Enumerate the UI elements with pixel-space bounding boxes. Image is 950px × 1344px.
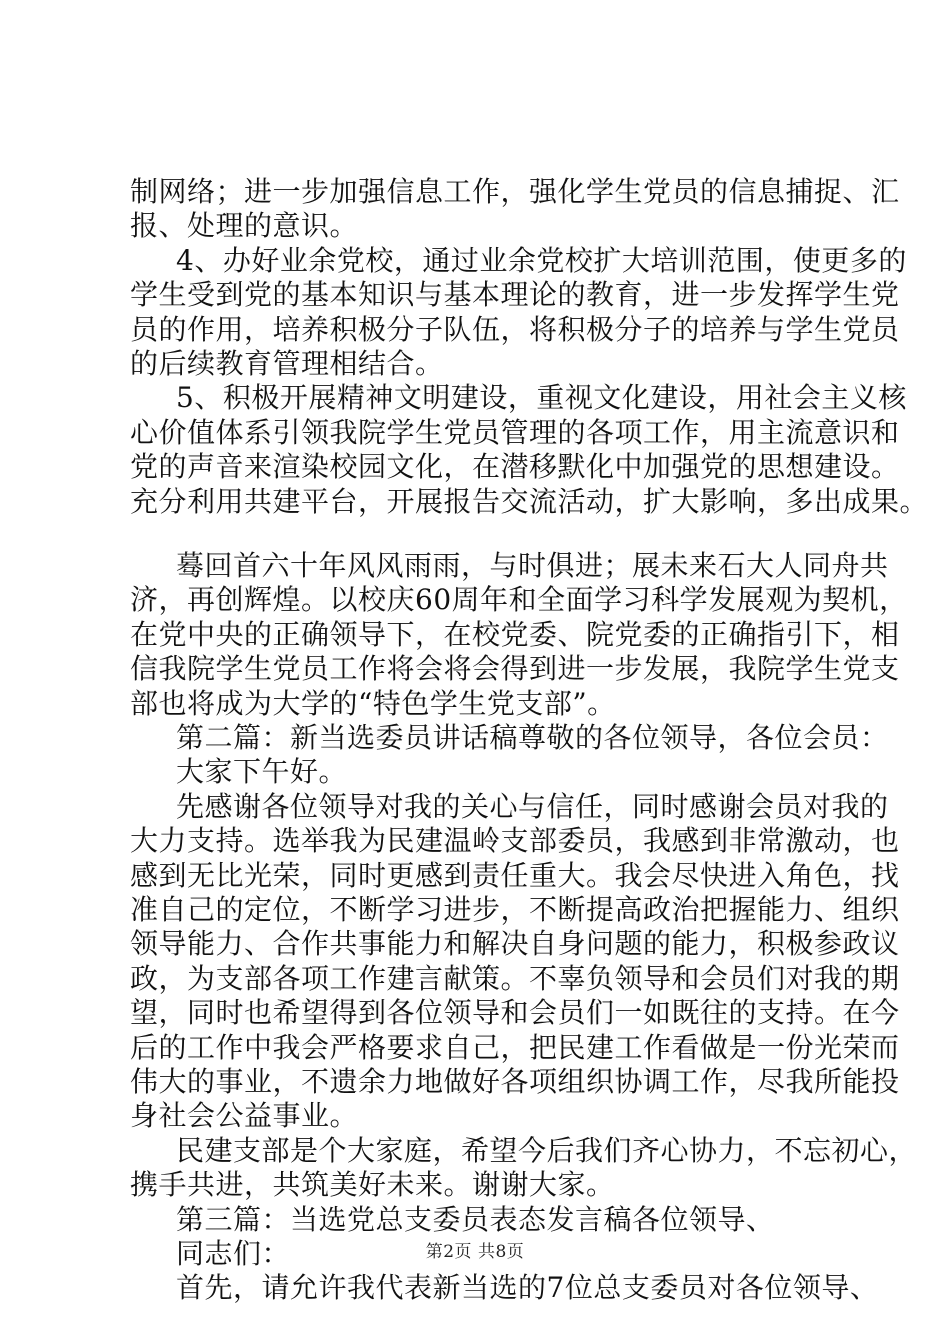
body-line: 信我院学生党员工作将会将会得到进一步发展，我院学生党支 [130,652,900,686]
body-line: 充分利用共建平台，开展报告交流活动，扩大影响，多出成果。 [130,484,929,518]
body-line: 首先，请允许我代表新当选的7位总支委员对各位领导、 [176,1271,879,1305]
body-line: 感到无比光荣，同时更感到责任重大。我会尽快进入角色，找 [130,858,900,892]
body-line: 部也将成为大学的“特色学生党支部”。 [130,686,616,720]
section-heading: 第三篇：当选党总支委员表态发言稿各位领导、 [176,1202,775,1236]
body-line: 后的工作中我会严格要求自己，把民建工作看做是一份光荣而 [130,1030,900,1064]
body-line: 4、办好业余党校，通过业余党校扩大培训范围，使更多的 [176,243,907,277]
body-line: 制网络；进一步加强信息工作，强化学生党员的信息捕捉、汇 [130,175,900,208]
body-line: 身社会公益事业。 [130,1099,359,1133]
body-line: 党的声音来渲染校园文化，在潜移默化中加强党的思想建设。 [130,450,900,484]
body-line: 先感谢各位领导对我的关心与信任，同时感谢会员对我的 [176,789,889,823]
body-line: 望，同时也希望得到各位领导和会员们一如既往的支持。在今 [130,996,900,1030]
body-line: 携手共进，共筑美好未来。谢谢大家。 [130,1168,615,1202]
body-line: 报、处理的意识。 [130,209,359,243]
body-line: 5、积极开展精神文明建设，重视文化建设，用社会主义核 [176,381,907,415]
body-line: 准自己的定位，不断学习进步，不断提高政治把握能力、组织 [130,893,900,926]
body-line: 的后续教育管理相结合。 [130,347,444,380]
body-line: 在党中央的正确领导下，在校党委、院党委的正确指引下，相 [130,617,900,651]
body-line: 民建支部是个大家庭，希望今后我们齐心协力，不忘初心， [176,1133,918,1167]
body-line: 政，为支部各项工作建言献策。不辜负领导和会员们对我的期 [130,961,900,995]
body-line: 伟大的事业，不遗余力地做好各项组织协调工作，尽我所能投 [130,1065,900,1098]
body-line: 同志们： [176,1237,291,1270]
page-footer: 第2页 共8页 [425,1242,525,1262]
body-line: 蓦回首六十年风风雨雨，与时俱进；展未来石大人同舟共 [176,549,889,582]
body-line: 济，再创辉煌。以校庆60周年和全面学习科学发展观为契机， [130,583,908,617]
body-line: 心价值体系引领我院学生党员管理的各项工作，用主流意识和 [130,415,900,449]
body-line: 学生受到党的基本知识与基本理论的教育，进一步发挥学生党 [130,278,900,312]
body-line: 大家下午好。 [176,755,348,789]
body-line: 员的作用，培养积极分子队伍，将积极分子的培养与学生党员 [130,312,900,346]
section-heading: 第二篇：新当选委员讲话稿尊敬的各位领导，各位会员： [176,721,889,754]
body-line: 领导能力、合作共事能力和解决自身问题的能力，积极参政议 [130,927,900,961]
body-line: 大力支持。选举我为民建温岭支部委员，我感到非常激动，也 [130,824,900,858]
